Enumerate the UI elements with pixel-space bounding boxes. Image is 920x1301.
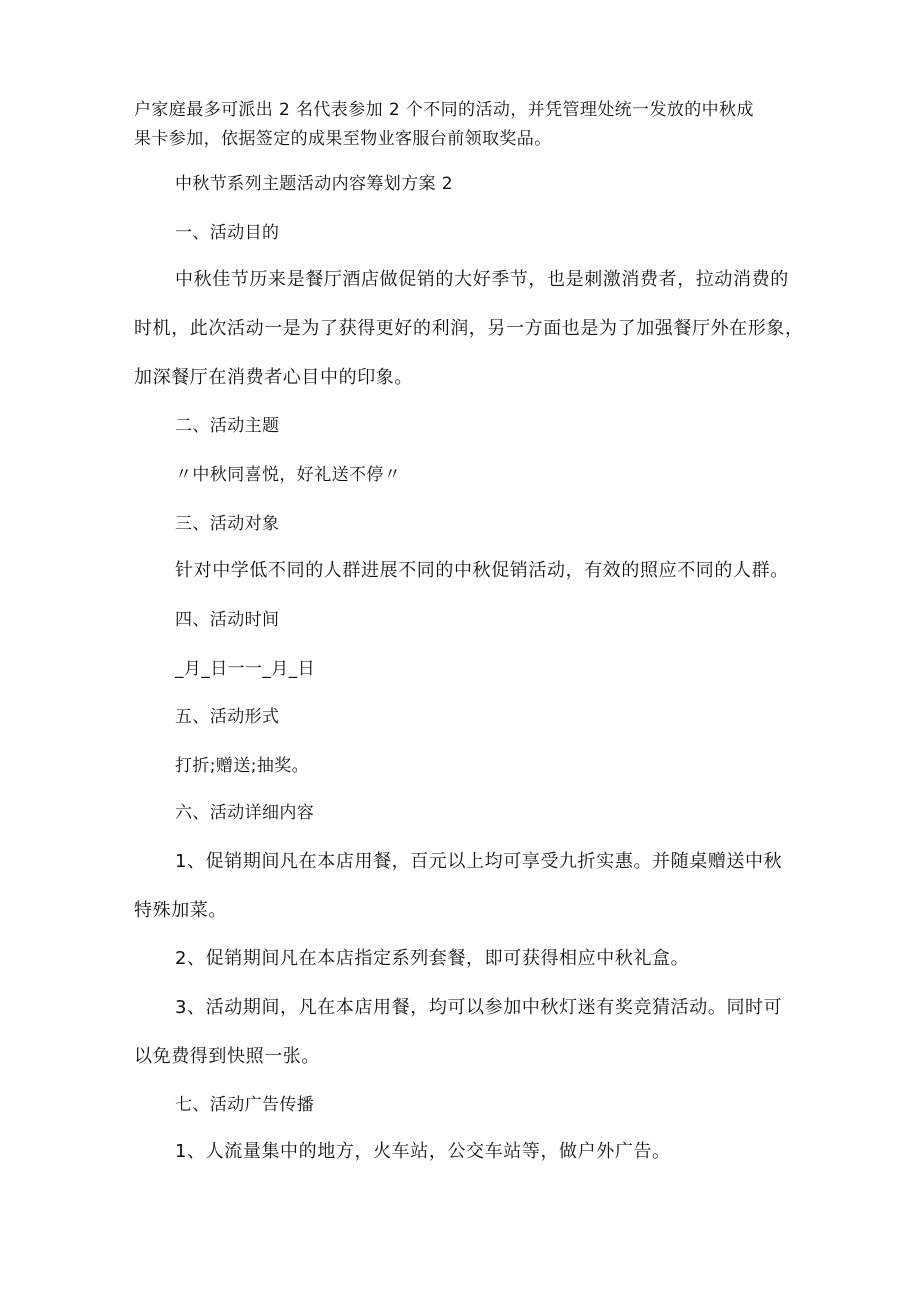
detail-item-1-line-1: 1、促销期间凡在本店用餐，百元以上均可享受九折实惠。并随桌赠送中秋 — [175, 851, 783, 872]
heading-3: 三、活动对象 — [175, 514, 280, 534]
heading-6: 六、活动详细内容 — [175, 803, 315, 823]
ad-item-1: 1、人流量集中的地方，火车站，公交车站等，做户外广告。 — [175, 1141, 671, 1162]
detail-item-3-line-1: 3、活动期间，凡在本店用餐，均可以参加中秋灯迷有奖竞猜活动。同时可 — [175, 997, 783, 1018]
paragraph-line-1: 户家庭最多可派出 2 名代表参加 2 个不同的活动，并凭管理处统一发放的中秋成 — [134, 100, 754, 120]
heading-4: 四、活动时间 — [175, 610, 280, 630]
heading-7: 七、活动广告传播 — [175, 1095, 315, 1115]
paragraph-line-2: 果卡参加，依据签定的成果至物业客服台前领取奖品。 — [134, 129, 552, 149]
target-text: 针对中学低不同的人群进展不同的中秋促销活动，有效的照应不同的人群。 — [175, 560, 789, 581]
heading-2: 二、活动主题 — [175, 416, 280, 436]
heading-5: 五、活动形式 — [175, 707, 280, 727]
detail-item-2: 2、促销期间凡在本店指定系列套餐，即可获得相应中秋礼盒。 — [175, 948, 690, 969]
paragraph-line-4: 时机，此次活动一是为了获得更好的利润，另一方面也是为了加强餐厅外在形象， — [134, 318, 804, 339]
paragraph-line-5: 加深餐厅在消费者心目中的印象。 — [134, 367, 413, 388]
theme-text: 〃中秋同喜悦，好礼送不停〃 — [175, 465, 402, 485]
form-text: 打折;赠送;抽奖。 — [175, 756, 310, 776]
time-text: _月_日一一_月_日 — [175, 659, 315, 679]
paragraph-line-3: 中秋佳节历来是餐厅酒店做促销的大好季节，也是刺激消费者，拉动消费的 — [175, 269, 789, 290]
detail-item-1-line-2: 特殊加菜。 — [134, 900, 227, 921]
heading-1: 一、活动目的 — [175, 223, 280, 243]
section-title: 中秋节系列主题活动内容筹划方案 2 — [175, 174, 454, 194]
detail-item-3-line-2: 以免费得到快照一张。 — [134, 1046, 320, 1067]
